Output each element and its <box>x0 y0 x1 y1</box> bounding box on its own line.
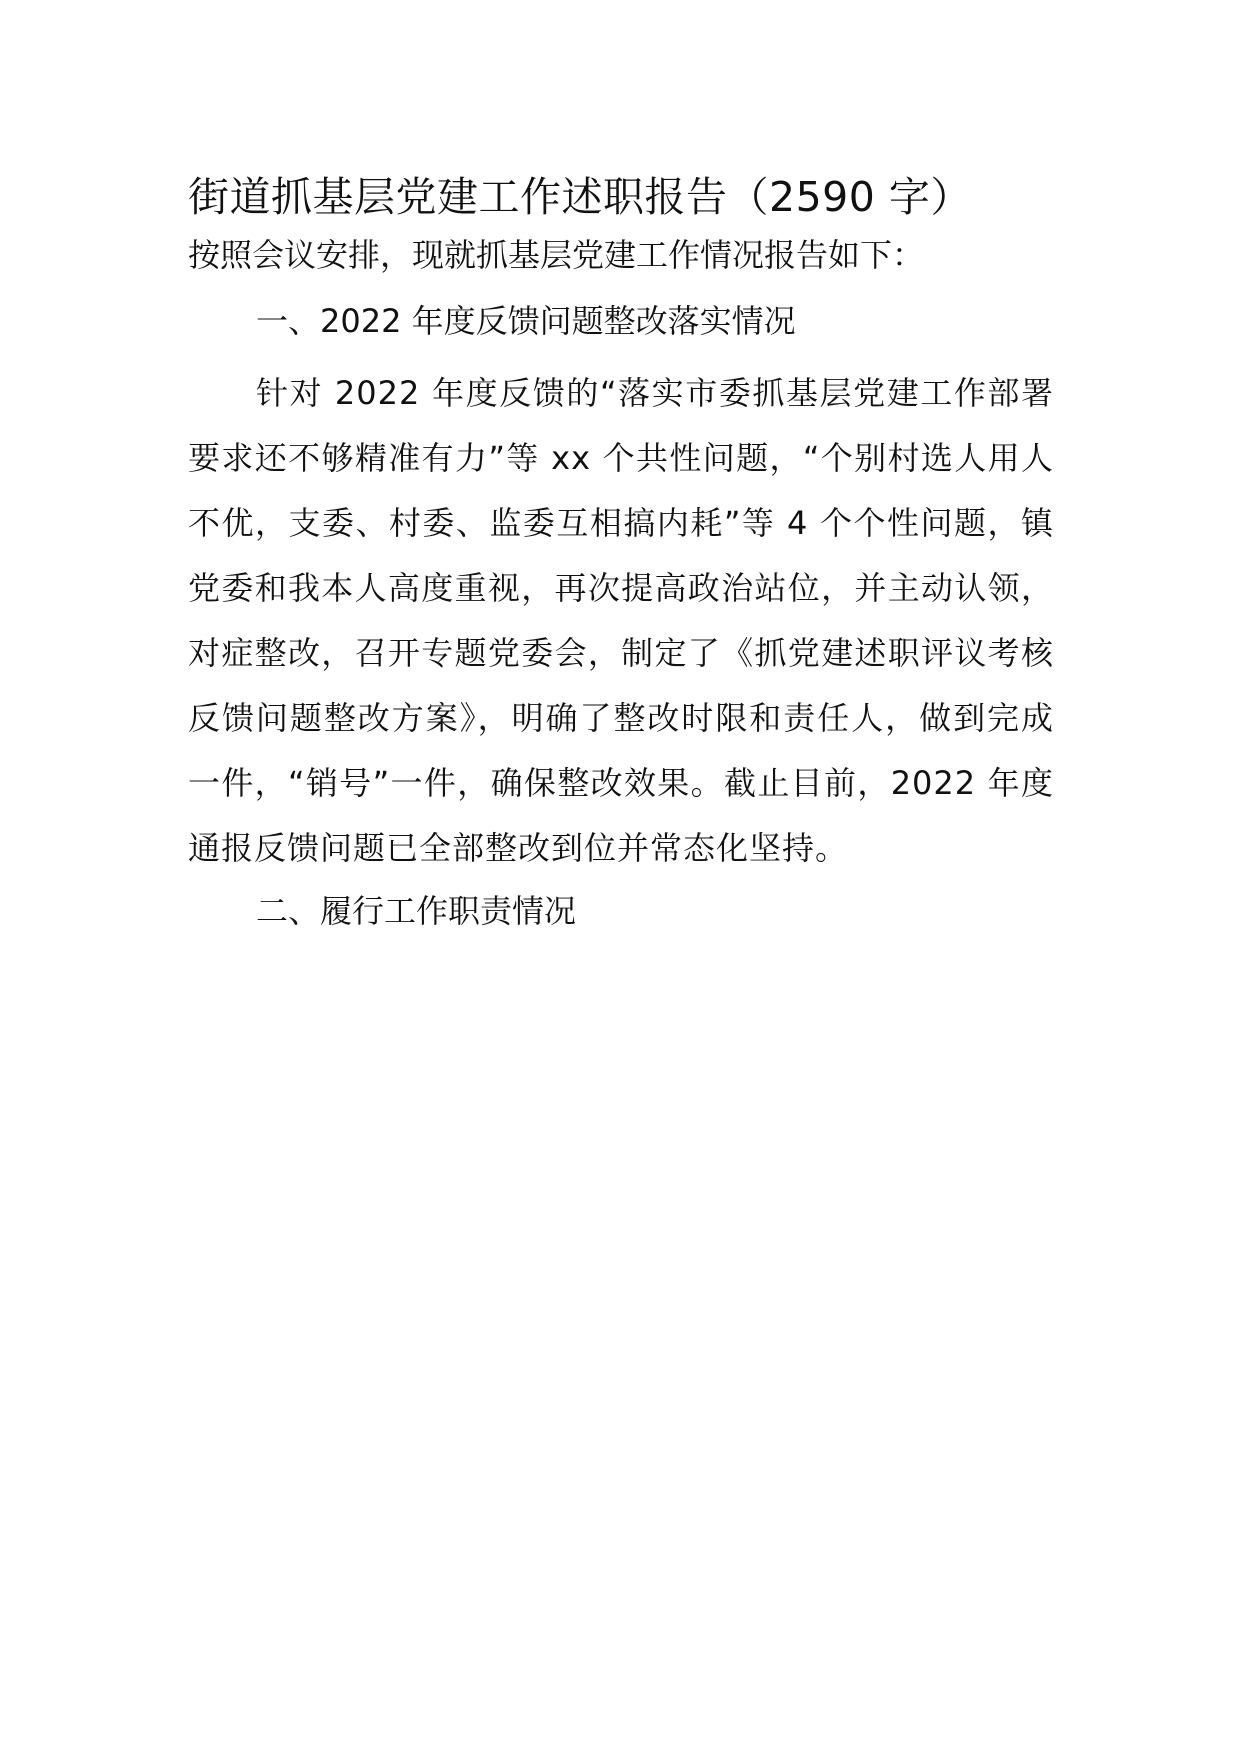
section-1-paragraph: 针对 2022 年度反馈的“落实市委抓基层党建工作部署要求还不够精准有力”等 xx 个共性问题，“个别村选人用人不优，支委、村委、监委互相搞内耗”等 4 个个性问题，镇党委和我本人高度重视，再次提高政治站位，并主动认领，对症整改，召开专题党委会，制定了《抓党建述职评议考核反馈问题整改方案》，明确了整改时限和责任人，做到完成一件，“销号”一件，确保整改效果。截止目前，2022 年度通报反馈问题已全部整改到位并常态化坚持。 <box>188 374 1054 867</box>
section-heading-2: 二、履行工作职责情况 <box>256 892 577 930</box>
document-title: 街道抓基层党建工作述职报告（2590 字） <box>188 173 972 221</box>
intro-paragraph: 按照会议安排，现就抓基层党建工作情况报告如下： <box>188 236 925 274</box>
section-heading-1: 一、2022 年度反馈问题整改落实情况 <box>256 302 796 340</box>
document-content <box>188 168 1054 935</box>
